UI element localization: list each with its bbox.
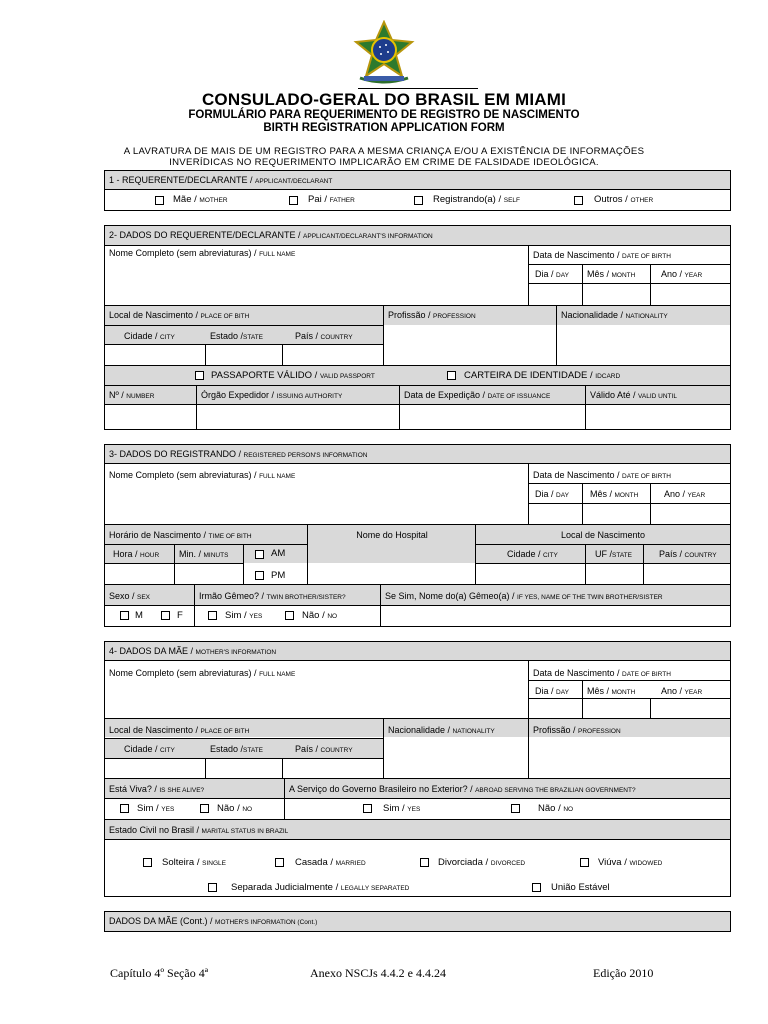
footer-edition: Edição 2010 <box>593 966 654 980</box>
stable-union-label: União Estável <box>551 882 610 893</box>
am-checkbox[interactable] <box>255 550 264 559</box>
mother-profession-label: Profissão / PROFESSION <box>533 725 621 735</box>
section-3-header: 3- DADOS DO REGISTRANDO / REGISTERED PERSON'S INFORMATION <box>105 445 730 464</box>
twin-yes-checkbox[interactable] <box>208 611 217 620</box>
sex-f-checkbox[interactable] <box>161 611 170 620</box>
sex-m-label: M <box>135 610 143 621</box>
registrant-city-label: Cidade / CITY <box>507 549 558 559</box>
section-4-header: 4- DADOS DA MÃE / MOTHER'S INFORMATION <box>105 642 730 661</box>
father-label: Pai / FATHER <box>308 194 355 205</box>
state-label: Estado /STATE <box>210 331 264 341</box>
twin-label: Irmão Gêmeo? / TWIN BROTHER/SISTER? <box>199 591 346 601</box>
mother-pob-label: Local de Nascimento / PLACE OF BITH <box>109 725 250 735</box>
mother-dob-label: Data de Nascimento / DATE OF BIRTH <box>533 668 671 678</box>
father-checkbox[interactable] <box>289 196 298 205</box>
marital-status-label: Estado Civil no Brasil / MARITAL STATUS IN BRAZIL <box>109 825 289 835</box>
mother-label: Mãe / MOTHER <box>173 194 228 205</box>
section-4-mother-info <box>104 641 731 897</box>
section-1-applicant <box>104 170 731 211</box>
profession-label: Profissão / PROFESSION <box>388 310 476 320</box>
mother-month-label: Mês / MONTH <box>587 686 636 696</box>
twin-yes-label: Sim / YES <box>225 610 263 621</box>
section-1-header: 1 - REQUERENTE/DECLARANTE / APPLICANT/DECLARANT <box>105 171 730 190</box>
mother-checkbox[interactable] <box>155 196 164 205</box>
mother-day-label: Dia / DAY <box>535 686 569 696</box>
page-title: CONSULADO-GERAL DO BRASIL EM MIAMI <box>201 90 567 109</box>
divorced-checkbox[interactable] <box>420 858 429 867</box>
birth-time-label: Horário de Nascimento / TIME OF BITH <box>109 530 252 540</box>
valid-until-label: Válido Até / VALID UNTIL <box>590 390 677 400</box>
sex-f-label: F <box>177 610 183 621</box>
registrant-dob-label: Data de Nascimento / DATE OF BIRTH <box>533 470 671 480</box>
mother-year-label: Ano / YEAR <box>661 686 703 696</box>
married-checkbox[interactable] <box>275 858 284 867</box>
dob-label: Data de Nascimento / DATE OF BIRTH <box>533 250 671 260</box>
sex-m-checkbox[interactable] <box>120 611 129 620</box>
registrant-day-label: Dia / DAY <box>535 489 569 499</box>
idcard-checkbox[interactable] <box>447 371 456 380</box>
single-checkbox[interactable] <box>143 858 152 867</box>
issue-date-label: Data de Expedição / DATE OF ISSUANCE <box>404 390 551 400</box>
registrant-pob-label: Local de Nascimento <box>560 530 646 540</box>
alive-no-checkbox[interactable] <box>200 804 209 813</box>
stable-union-checkbox[interactable] <box>532 883 541 892</box>
doc-number-label: Nº / NUMBER <box>109 390 155 400</box>
section-3-registrant-info <box>104 444 731 627</box>
registrant-year-label: Ano / YEAR <box>664 489 706 499</box>
gov-no-checkbox[interactable] <box>511 804 520 813</box>
mother-state-label: Estado /STATE <box>210 744 264 754</box>
divorced-label: Divorciada / DIVORCED <box>438 857 526 868</box>
uf-label: UF /STATE <box>595 549 632 559</box>
mother-country-label: País / COUNTRY <box>295 744 353 754</box>
mother-full-name-label: Nome Completo (sem abreviaturas) / FULL NAME <box>109 668 296 678</box>
separated-label: Separada Judicialmente / LEGALLY SEPARATED <box>231 882 410 893</box>
gov-yes-label: Sim / YES <box>383 803 421 814</box>
year-label: Ano / YEAR <box>661 269 703 279</box>
section-5-mother-continued <box>104 911 731 932</box>
pob-label: Local de Nascimento / PLACE OF BITH <box>109 310 250 320</box>
sex-label: Sexo / SEX <box>109 591 151 601</box>
idcard-label: CARTEIRA DE IDENTIDADE / IDCARD <box>464 370 621 381</box>
separated-checkbox[interactable] <box>208 883 217 892</box>
section-2-applicant-info <box>104 225 731 430</box>
form-subtitle-en: BIRTH REGISTRATION APPLICATION FORM <box>263 122 505 134</box>
gov-service-label: A Serviço do Governo Brasileiro no Exterior? / ABROAD SERVING THE BRAZILIAN GOVERNMENT? <box>289 784 636 794</box>
widowed-checkbox[interactable] <box>580 858 589 867</box>
section-5-header: DADOS DA MÃE (Cont.) / MOTHER'S INFORMATION (Cont.) <box>105 912 730 931</box>
passport-checkbox[interactable] <box>195 371 204 380</box>
hour-label: Hora / HOUR <box>113 549 160 559</box>
legal-warning: A LAVRATURA DE MAIS DE UM REGISTRO PARA A MESMA CRIANÇA E/OU A EXISTÊNCIA DE INFORMAÇÕES INVERÍDICAS NO REQUERIMENTO IMPLICARÃO EM CRIME DE FALSIDADE IDEOLÓGICA. <box>123 146 645 168</box>
twin-no-label: Não / NO <box>302 610 338 621</box>
alive-yes-label: Sim / YES <box>137 803 175 814</box>
mother-nationality-label: Nacionalidade / NATIONALITY <box>388 725 495 735</box>
twin-name-label: Se Sim, Nome do(a) Gêmeo(a) / IF YES, NAME OF THE TWIN BROTHER/SISTER <box>385 591 663 601</box>
passport-label: PASSAPORTE VÁLIDO / VALID PASSPORT <box>211 370 375 381</box>
brazil-coat-of-arms-icon <box>350 20 418 84</box>
other-checkbox[interactable] <box>574 196 583 205</box>
single-label: Solteira / SINGLE <box>162 857 226 868</box>
emblem-underline <box>358 88 478 89</box>
registrant-month-label: Mês / MONTH <box>590 489 639 499</box>
alive-no-label: Não / NO <box>217 803 253 814</box>
registrant-country-label: País / COUNTRY <box>659 549 717 559</box>
am-label: AM <box>271 548 286 559</box>
gov-yes-checkbox[interactable] <box>363 804 372 813</box>
minutes-label: Min. / MINUTS <box>179 549 229 559</box>
self-label: Registrando(a) / SELF <box>433 194 521 205</box>
section-2-header: 2- DADOS DO REQUERENTE/DECLARANTE / APPLICANT/DECLARANT'S INFORMATION <box>105 226 730 246</box>
hospital-label: Nome do Hospital <box>356 530 428 540</box>
pm-checkbox[interactable] <box>255 571 264 580</box>
other-label: Outros / OTHER <box>594 194 654 205</box>
gov-no-label: Não / NO <box>538 803 574 814</box>
footer-annex: Anexo NSCJs 4.4.2 e 4.4.24 <box>310 966 447 980</box>
alive-yes-checkbox[interactable] <box>120 804 129 813</box>
self-checkbox[interactable] <box>414 196 423 205</box>
issuer-label: Órgão Expedidor / ISSUING AUTHORITY <box>201 390 343 400</box>
pm-label: PM <box>271 570 286 581</box>
twin-no-checkbox[interactable] <box>285 611 294 620</box>
footer-chapter: Capítulo 4º Seção 4ª <box>110 966 209 980</box>
day-label: Dia / DAY <box>535 269 569 279</box>
month-label: Mês / MONTH <box>587 269 636 279</box>
mother-city-label: Cidade / CITY <box>124 744 175 754</box>
full-name-label: Nome Completo (sem abreviaturas) / FULL NAME <box>109 248 296 258</box>
alive-label: Está Viva? / IS SHE ALIVE? <box>109 784 205 794</box>
nationality-label: Nacionalidade / NATIONALITY <box>561 310 668 320</box>
form-subtitle-pt: FORMULÁRIO PARA REQUERIMENTO DE REGISTRO DE NASCIMENTO <box>188 109 580 121</box>
city-label: Cidade / CITY <box>124 331 175 341</box>
married-label: Casada / MARRIED <box>295 857 366 868</box>
widowed-label: Viúva / WIDOWED <box>598 857 663 868</box>
country-label: País / COUNTRY <box>295 331 353 341</box>
registrant-full-name-label: Nome Completo (sem abreviaturas) / FULL NAME <box>109 470 296 480</box>
